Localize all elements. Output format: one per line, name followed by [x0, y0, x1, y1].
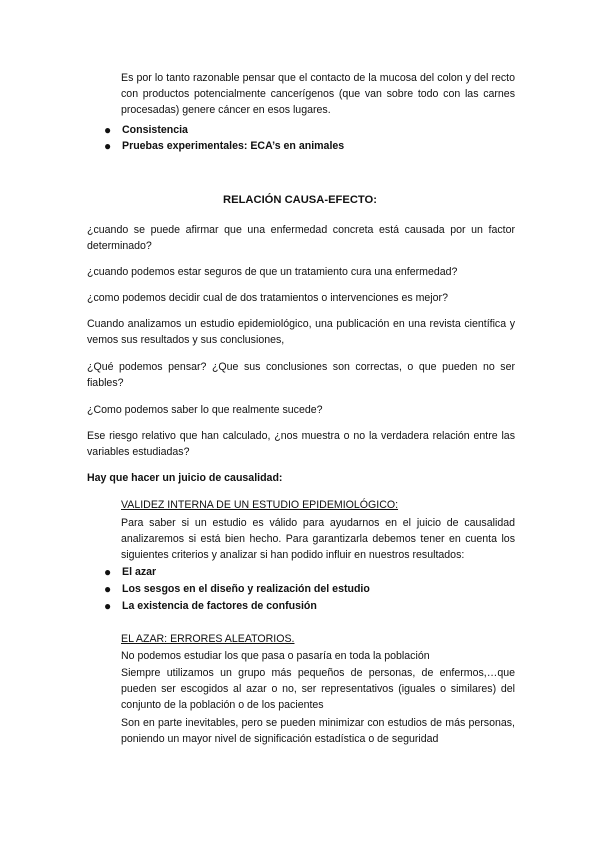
bullet-el-azar: El azar: [122, 566, 157, 578]
question-paragraph: ¿Como podemos saber lo que realmente sucede?: [87, 404, 323, 416]
bullet-icon: ●: [104, 139, 112, 153]
azar-line: Son en parte inevitables, pero se pueden minimizar con estudios de más personas, poniendo un mayor nivel de significación estadística o de seguridad: [121, 717, 515, 745]
question-paragraph: ¿cuando podemos estar seguros de que un tratamiento cura una enfermedad?: [87, 266, 458, 278]
bullet-icon: ●: [104, 599, 112, 613]
question-paragraph: ¿como podemos decidir cual de dos tratamientos o intervenciones es mejor?: [87, 292, 448, 304]
azar-heading: EL AZAR: ERRORES ALEATORIOS.: [121, 633, 295, 645]
bullet-icon: ●: [104, 123, 112, 137]
bullet-icon: ●: [104, 565, 112, 579]
bullet-pruebas-experimentales: Pruebas experimentales: ECA’s en animales: [122, 140, 345, 152]
question-paragraph: Cuando analizamos un estudio epidemiológico, una publicación en una revista científica y vemos sus resultados y sus conclusiones,: [87, 318, 515, 346]
bullet-sesgos: Los sesgos en el diseño y realización del estudio: [122, 583, 370, 595]
question-paragraph: Ese riesgo relativo que han calculado, ¿nos muestra o no la verdadera relación entre las variables estudiadas?: [87, 430, 515, 458]
azar-line: No podemos estudiar los que pasa o pasaría en toda la población: [121, 650, 430, 662]
section-title: RELACIÓN CAUSA-EFECTO:: [223, 194, 377, 206]
question-paragraph: ¿cuando se puede afirmar que una enfermedad concreta está causada por un factor determinado?: [87, 224, 515, 252]
bullet-factores-confusion: La existencia de factores de confusión: [122, 600, 317, 612]
question-paragraph: ¿Qué podemos pensar? ¿Que sus conclusiones son correctas, o que pueden no ser fiables?: [87, 361, 515, 389]
bullet-consistencia: Consistencia: [122, 124, 188, 136]
causality-heading: Hay que hacer un juicio de causalidad:: [87, 472, 283, 484]
azar-line: Siempre utilizamos un grupo más pequeños de personas, de enfermos,…que pueden ser escogidos al azar o no, ser representativos (iguales o similares) del conjunto de la población o de los pacientes: [121, 667, 515, 711]
bullet-icon: ●: [104, 582, 112, 596]
validity-body: Para saber si un estudio es válido para ayudarnos en el juicio de causalidad analizaremos si está bien hecho. Para garantizarla debemos tener en cuenta los siguientes criterios y analizar si han podido influir en nuestros resultados:: [121, 517, 515, 561]
validity-heading: VALIDEZ INTERNA DE UN ESTUDIO EPIDEMIOLÓGICO:: [121, 499, 399, 511]
intro-paragraph: Es por lo tanto razonable pensar que el contacto de la mucosa del colon y del recto con productos potencialmente cancerígenos (que van sobre todo con las carnes procesadas) genere cáncer en esos lugares.: [121, 72, 515, 116]
